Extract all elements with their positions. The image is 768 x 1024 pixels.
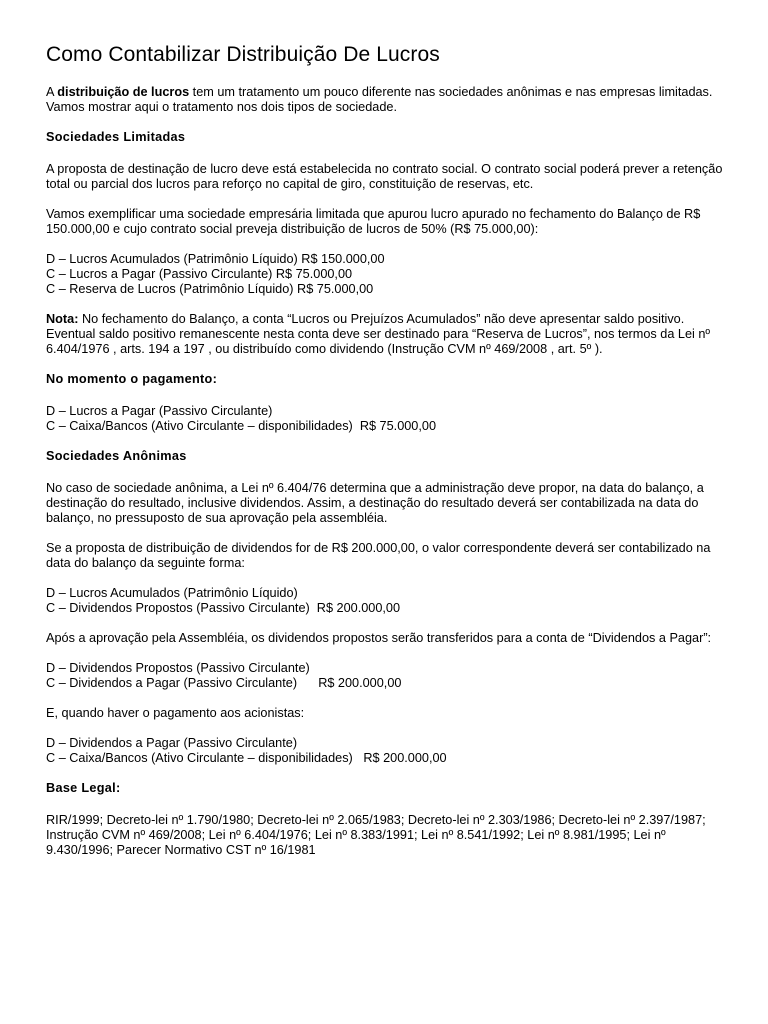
entry-line: D – Dividendos a Pagar (Passivo Circulante) — [46, 736, 298, 750]
entry-line: C – Lucros a Pagar (Passivo Circulante) R$ 75.000,00 — [46, 267, 353, 281]
payment-entries — [46, 404, 730, 434]
intro-pre: A — [46, 85, 58, 99]
entry-line: D – Dividendos Propostos (Passivo Circulante) — [46, 661, 310, 675]
section-heading-anonimas: Sociedades Anônimas — [46, 449, 187, 463]
anonimas-paragraph-1: No caso de sociedade anônima, a Lei nº 6.404/76 determina que a administração deve propor, na data do balanço, a destinação do resultado, inclusive dividendos. Assim, a destinação do resultado deverá ser contabilizada na data do balanço, no pressuposto de sua aprovação pela assembléia. — [46, 481, 704, 525]
document-page — [46, 42, 730, 873]
intro-bold-term: distribuição de lucros — [57, 85, 190, 99]
intro-paragraph — [46, 85, 730, 115]
payment-heading: No momento o pagamento: — [46, 372, 218, 386]
limitadas-entries — [46, 252, 730, 297]
entry-line: C – Caixa/Bancos (Ativo Circulante – disponibilidades) R$ 75.000,00 — [46, 419, 437, 433]
section-heading-limitadas: Sociedades Limitadas — [46, 130, 186, 144]
base-legal-text: RIR/1999; Decreto-lei nº 1.790/1980; Decreto-lei nº 2.065/1983; Decreto-lei nº 2.303/1986; Decreto-lei nº 2.397/1987; Instrução CVM nº 469/2008; Lei nº 6.404/1976; Lei nº 8.383/1991; Lei nº 8.541/1992; Lei nº 8.981/1995; Lei nº 9.430/1996; Parecer Normativo CST nº 16/1981 — [46, 813, 706, 857]
intro-post: tem um tratamento um pouco diferente nas sociedades anônimas e nas empresas limitadas. Vamos mostrar aqui o tratamento nos dois tipos de sociedade. — [46, 85, 713, 114]
page-title: Como Contabilizar Distribuição De Lucros — [46, 43, 440, 66]
entry-line: C – Reserva de Lucros (Patrimônio Líquido) R$ 75.000,00 — [46, 282, 374, 296]
note-label: Nota: — [46, 312, 79, 326]
entry-line: C – Caixa/Bancos (Ativo Circulante – disponibilidades) R$ 200.000,00 — [46, 751, 447, 765]
entry-line: D – Lucros Acumulados (Patrimônio Líquido) — [46, 586, 298, 600]
anonimas-paragraph-4: E, quando haver o pagamento aos acionistas: — [46, 706, 305, 720]
entry-line: D – Lucros a Pagar (Passivo Circulante) — [46, 404, 273, 418]
limitadas-paragraph-1: A proposta de destinação de lucro deve está estabelecida no contrato social. O contrato social poderá prever a retenção total ou parcial dos lucros para reforço no capital de giro, constituição de reservas, etc. — [46, 162, 723, 191]
anonimas-entries-2 — [46, 661, 730, 691]
entry-line: C – Dividendos a Pagar (Passivo Circulante) R$ 200.000,00 — [46, 676, 402, 690]
anonimas-entries-3 — [46, 736, 730, 766]
anonimas-paragraph-2: Se a proposta de distribuição de dividendos for de R$ 200.000,00, o valor correspondente deverá ser contabilizado na data do balanço da seguinte forma: — [46, 541, 711, 570]
limitadas-paragraph-2: Vamos exemplificar uma sociedade empresária limitada que apurou lucro apurado no fechamento do Balanço de R$ 150.000,00 e cujo contrato social preveja distribuição de lucros de 50% (R$ 75.000,00): — [46, 207, 701, 236]
anonimas-entries-1 — [46, 586, 730, 616]
base-legal-heading: Base Legal: — [46, 781, 121, 795]
anonimas-paragraph-3: Após a aprovação pela Assembléia, os dividendos propostos serão transferidos para a conta de “Dividendos a Pagar”: — [46, 631, 712, 645]
entry-line: C – Dividendos Propostos (Passivo Circulante) R$ 200.000,00 — [46, 601, 401, 615]
entry-line: D – Lucros Acumulados (Patrimônio Líquido) R$ 150.000,00 — [46, 252, 385, 266]
note-paragraph — [46, 312, 730, 357]
note-text: No fechamento do Balanço, a conta “Lucros ou Prejuízos Acumulados” não deve apresentar saldo positivo. Eventual saldo positivo remanescente nesta conta deve ser destinado para “Reserva de Lucros”, nos termos da Lei nº 6.404/1976 , arts. 194 a 197 , ou distribuído como dividendo (Instrução CVM nº 469/2008 , art. 5º ). — [46, 312, 711, 356]
